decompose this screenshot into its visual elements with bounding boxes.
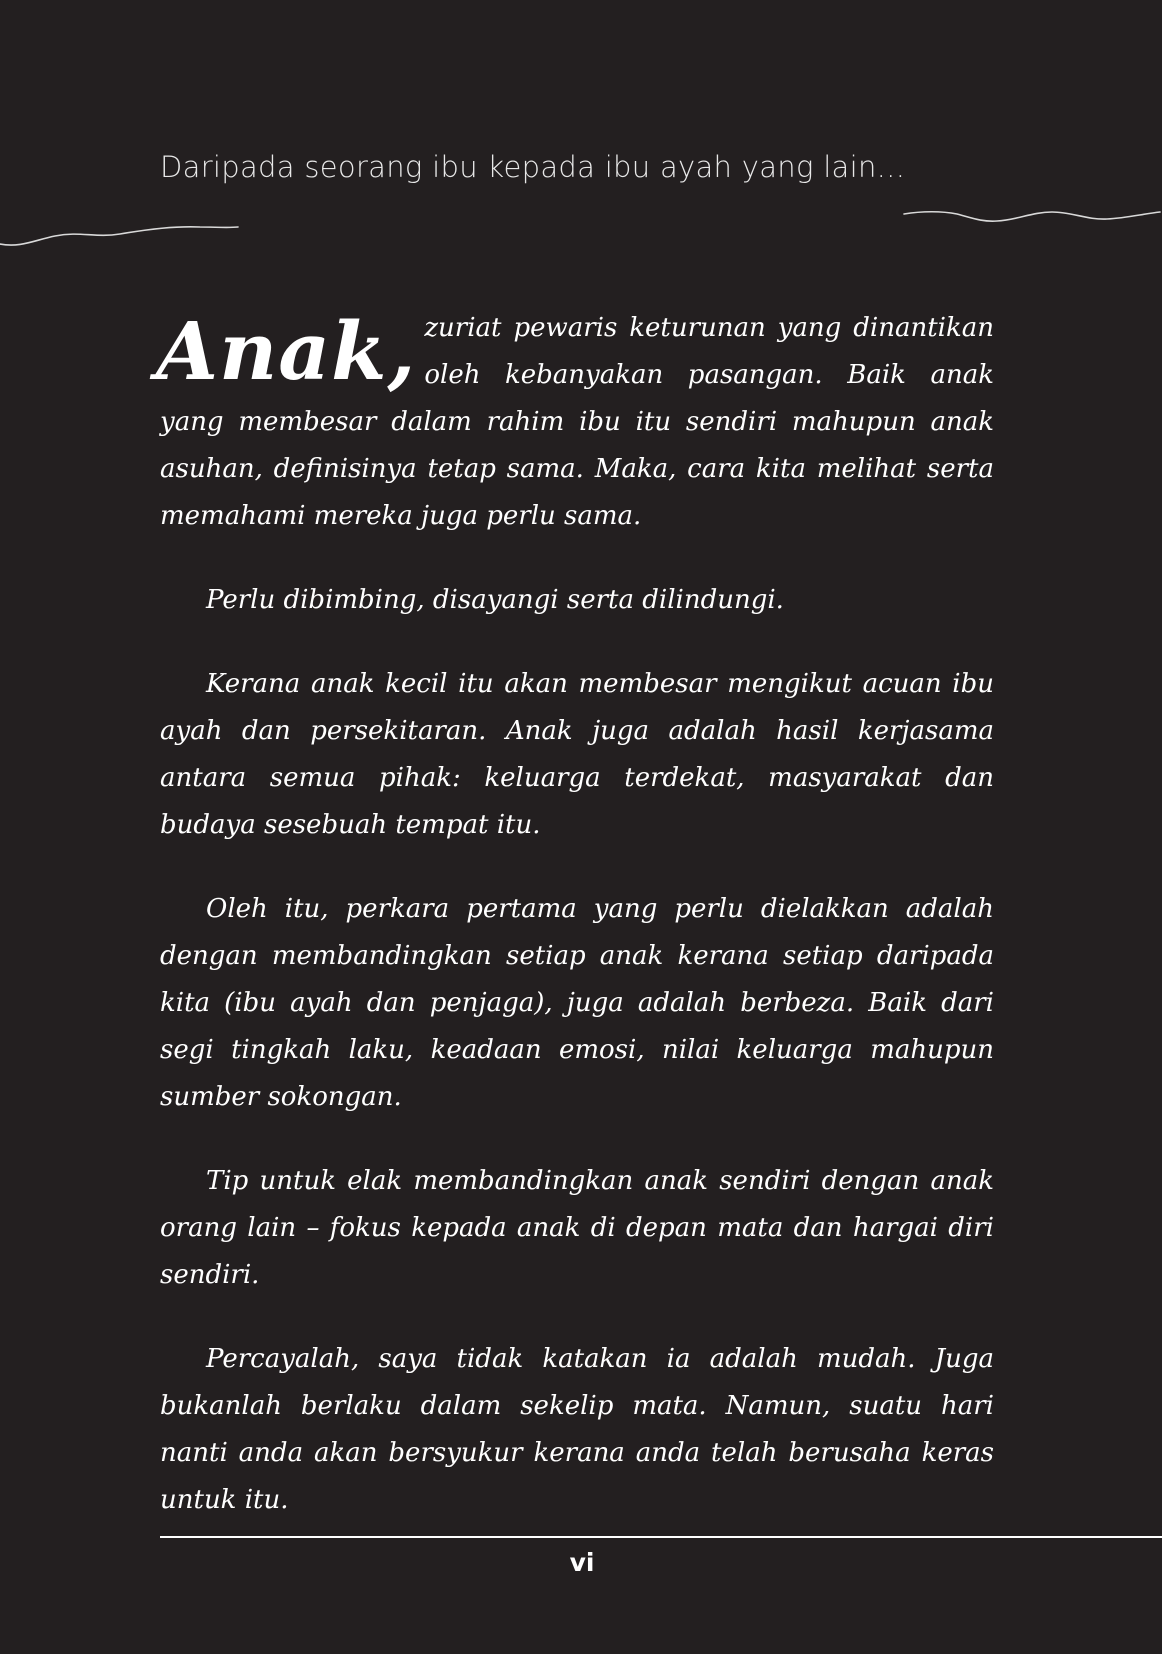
page-subtitle: Daripada seorang ibu kepada ibu ayah yang lain... [160,150,906,184]
footer-divider [160,1536,1162,1538]
paragraph-2: Kerana anak kecil itu akan membesar mengikut acuan ibu ayah dan persekitaran. Anak juga adalah hasil kerjasama antara semua pihak: keluarga terdekat, masyarakat dan budaya sesebuah tempat itu. [160,669,994,840]
paragraph-4: Tip untuk elak membandingkan anak sendiri dengan anak orang lain – fokus kepada anak di depan mata dan hargai diri sendiri. [160,1166,994,1290]
page-number: vi [569,1548,595,1577]
paragraph-3: Oleh itu, perkara pertama yang perlu dielakkan adalah dengan membandingkan setiap anak kerana setiap daripada kita (ibu ayah dan penjaga), juga adalah berbeza. Baik dari segi tingkah laku, keadaan emosi, nilai keluarga mahupun sumber sokongan. [160,894,994,1112]
decorative-squiggle-right [902,208,1162,238]
paragraph-1: Perlu dibimbing, disayangi serta dilindungi. [206,585,784,615]
paragraph-5: Percayalah, saya tidak katakan ia adalah mudah. Juga bukanlah berlaku dalam sekelip mata. Namun, suatu hari nanti anda akan bersyukur kerana anda telah berusaha keras untuk itu. [160,1344,994,1515]
article-body [156,304,994,1561]
intro-text: zuriat pewaris keturunan yang dinantikan oleh kebanyakan pasangan. Baik anak yang membesar dalam rahim ibu itu sendiri mahupun anak asuhan, definisinya tetap sama. Maka, cara kita melihat serta memahami mereka juga perlu sama. [160,313,994,531]
drop-cap-word: Anak, [156,304,417,398]
decorative-squiggle-left [0,222,240,252]
paragraph-intro [156,304,994,540]
